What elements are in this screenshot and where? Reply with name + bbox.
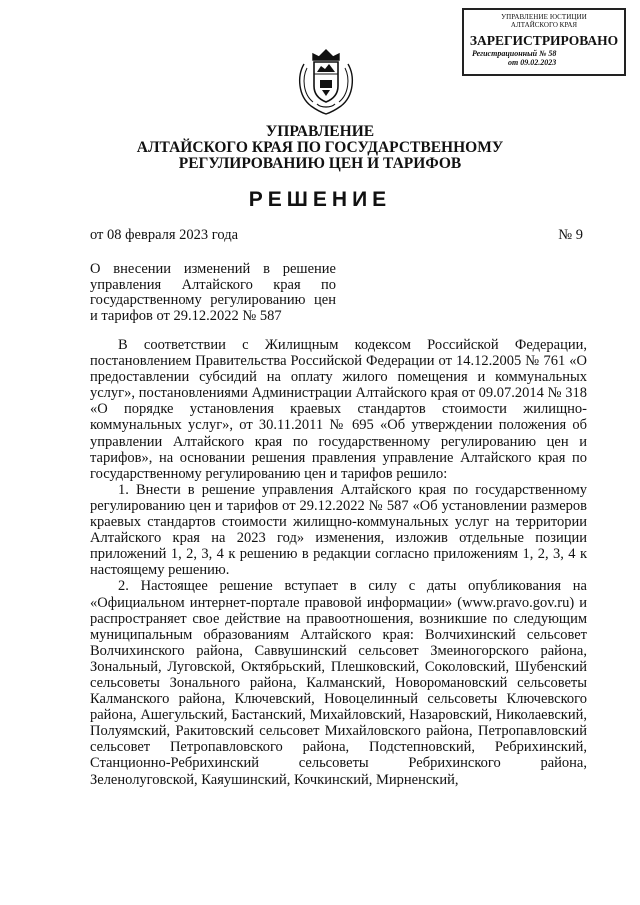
stamp-reg-date: от 09.02.2023 [508, 58, 557, 67]
organization-line3: РЕГУЛИРОВАНИЮ ЦЕН И ТАРИФОВ [178, 155, 462, 172]
organization-line1: УПРАВЛЕНИЕ [265, 123, 375, 140]
document-number: № 9 [558, 227, 583, 243]
document-date: от 08 февраля 2023 года [90, 227, 239, 243]
organization-line2: АЛТАЙСКОГО КРАЯ ПО ГОСУДАРСТВЕННОМУ [136, 139, 504, 156]
paragraph-preamble: В соответствии с Жилищным кодексом Российской Федерации, постановлением Правительства Российской Федерации от 14.12.2005 № 761 «О предоставлении субсидий на оплату жилого помещения и коммунальных услуг», постановлениями Администрации Алтайского края от 09.07.2014 № 318 «О порядке установления краевых стандартов стоимости жилищно-коммунальных услуг», от 30.11.2011 № 695 «Об утверждении положения об управлении Алтайского края по государственному регулированию цен и тарифов», на основании решения правления управление Алтайского края по государственному регулированию цен и тарифов решило: [90, 337, 587, 482]
stamp-status: ЗАРЕГИСТРИРОВАНО [469, 33, 619, 48]
registration-stamp [462, 8, 626, 76]
coat-of-arms-icon [293, 44, 359, 116]
document-body [90, 337, 587, 788]
document-title: РЕШЕНИЕ [248, 188, 392, 211]
paragraph-item-1: 1. Внести в решение управления Алтайского края по государственному регулированию цен и тарифов от 29.12.2022 № 587 «Об установлении размеров краевых стандартов стоимости жилищно-коммунальных услуг на территории Алтайского края на 2023 год» изменения, изложив отдельные позиции приложений 1, 2, 3, 4 к решению в редакции согласно приложениям 1, 2, 3, 4 к настоящему решению. [90, 481, 587, 579]
stamp-reg-number: Регистрационный № 58 [472, 49, 557, 58]
stamp-authority-line1: УПРАВЛЕНИЕ ЮСТИЦИИ [501, 13, 587, 21]
document-subject: О внесении изменений в решение управления Алтайского края по государственному регулированию цен и тарифов от 29.12.2022 № 587 [90, 261, 336, 324]
stamp-authority-line2: АЛТАЙСКОГО КРАЯ [510, 21, 578, 29]
date-number-line [90, 227, 583, 244]
paragraph-item-2: 2. Настоящее решение вступает в силу с даты опубликования на «Официальном интернет-портале правовой информации» (www.pravo.gov.ru) и распространяет свое действие на правоотношения, возникшие по следующим муниципальным образованиям Алтайского края: Волчихинский сельсовет Волчихинского района, Саввушинский сельсовет Змеиногорского района, Зональный, Луговской, Октябрьский, Плешковский, Соколовский, Шубенский сельсоветы Зонального района, Калманский, Новоромановский сельсоветы Калманского района, Ключевский, Новоцелинный сельсоветы Ключевского района, Ашегульский, Бастанский, Михайловский, Назаровский, Николаевский, Полуямский, Ракитовский сельсовет Михайловского района, Петропавловский сельсовет Петропавловского района, Подстепновский, Ребрихинский, Станционно-Ребрихинский сельсоветы Ребрихинского района, Зеленолуговской, Каяушинский, Кочкинский, Мирненский, [90, 578, 587, 788]
